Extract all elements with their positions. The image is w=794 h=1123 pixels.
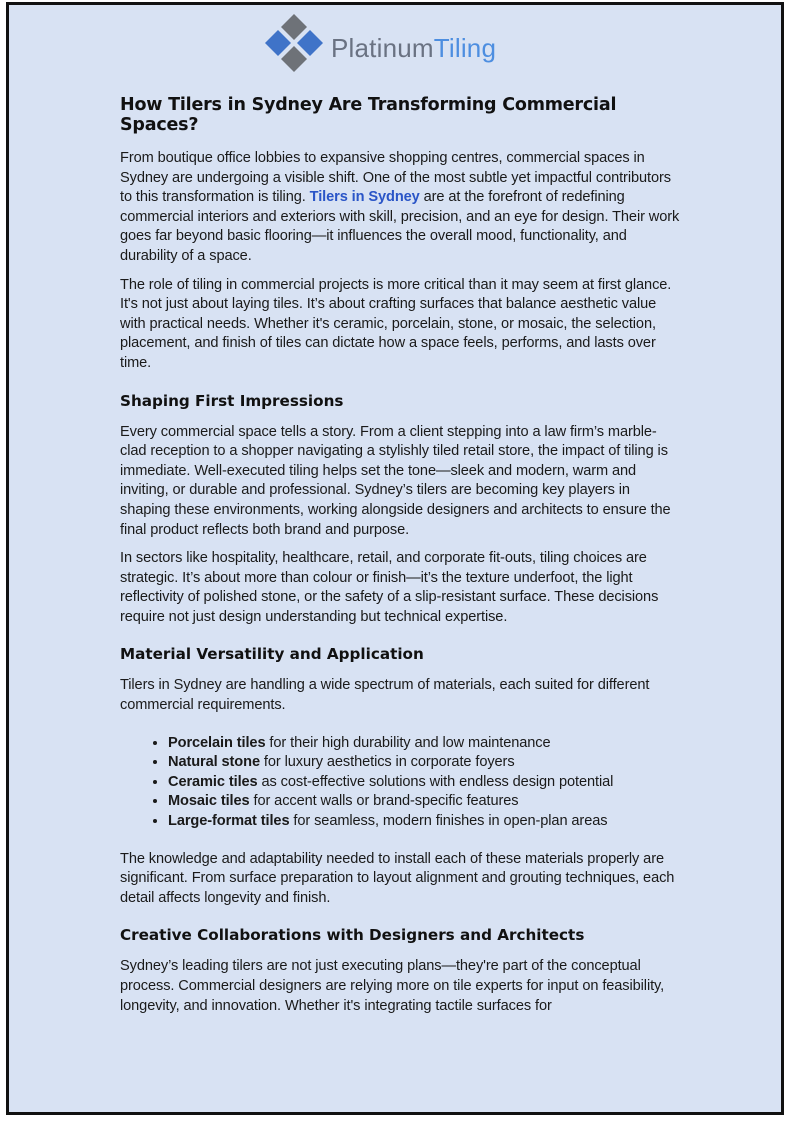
article-title: How Tilers in Sydney Are Transforming Commercial Spaces? <box>120 95 617 135</box>
creative-collaborations-paragraph-1: Sydney’s leading tilers are not just executing plans—they're part of the conceptual process. Commercial designers are relying more on tile experts for input on feasibility, longevity, and innovation. Whether it's integrating tactile surfaces for <box>120 958 665 1014</box>
list-item-bold: Large-format tiles <box>168 813 290 830</box>
tilers-in-sydney-link[interactable]: Tilers in Sydney <box>309 189 420 206</box>
section-heading-creative-collaborations: Creative Collaborations with Designers and Architects <box>120 926 585 945</box>
list-item-bold: Natural stone <box>168 754 260 771</box>
first-impressions-paragraph-2: In sectors like hospitality, healthcare, retail, and corporate fit-outs, tiling choices are strategic. It’s about more than colour or finish—it’s the texture underfoot, the light reflectivity of polished stone, or the safety of a slip-resistant surface. These decisions require not just design understanding but technical expertise. <box>120 550 659 625</box>
list-item-bold: Mosaic tiles <box>168 793 250 810</box>
material-versatility-paragraph-1: Tilers in Sydney are handling a wide spectrum of materials, each suited for different commercial requirements. <box>120 677 650 714</box>
list-item-text: for accent walls or brand-specific features <box>249 793 519 810</box>
document-page <box>6 2 784 1115</box>
list-item-text: for their high durability and low maintenance <box>265 734 551 751</box>
materials-list <box>120 734 680 832</box>
list-item-text: for seamless, modern finishes in open-plan areas <box>289 813 608 830</box>
platinum-tiling-logo[interactable] <box>259 13 496 79</box>
list-item <box>168 812 680 832</box>
list-item-bold: Porcelain tiles <box>168 734 266 751</box>
first-impressions-paragraph-1: Every commercial space tells a story. From a client stepping into a law firm’s marble-clad reception to a shopper navigating a stylishly tiled retail store, the impact of tiling is immediate. Well-executed tiling helps set the tone—sleek and modern, warm and inviting, or durable and professional. Sydney’s tilers are becoming key players in shaping these environments, working alongside designers and architects to ensure the final product reflects both brand and purpose. <box>120 423 671 538</box>
material-versatility-paragraph-2: The knowledge and adaptability needed to install each of these materials properly are significant. From surface preparation to layout alignment and grouting techniques, each detail affects longevity and finish. <box>120 850 675 906</box>
section-heading-first-impressions: Shaping First Impressions <box>120 391 344 410</box>
logo-wordmark <box>331 33 496 64</box>
intro-p1-text-b: are at the forefront of redefining commercial interiors and exteriors with skill, precision, and an eye for design. Their work goes far beyond basic flooring—it influences the overall mood, functionality, and durability of a space. <box>120 189 680 264</box>
list-item <box>168 792 680 812</box>
article-body <box>120 95 680 1025</box>
intro-paragraph-2: The role of tiling in commercial projects is more critical than it may seem at first glance. It's not just about laying tiles. It’s about crafting surfaces that balance aesthetic value with practical needs. Whether it's ceramic, porcelain, stone, or mosaic, the selection, placement, and finish of tiles can dictate how a space feels, performs, and lasts over time. <box>120 276 672 371</box>
logo-word-platinum: Platinum <box>331 32 434 63</box>
section-heading-material-versatility: Material Versatility and Application <box>120 645 424 664</box>
list-item-text: as cost-effective solutions with endless design potential <box>257 773 614 790</box>
logo-word-tiling: Tiling <box>433 32 497 63</box>
list-item <box>168 734 680 754</box>
list-item <box>168 753 680 773</box>
intro-p1-text-a: From boutique office lobbies to expansive shopping centres, commercial spaces in Sydney are undergoing a visible shift. One of the most subtle yet impactful contributors to this transformation is tiling. <box>120 150 671 206</box>
list-item-bold: Ceramic tiles <box>168 773 258 790</box>
list-item <box>168 773 680 793</box>
intro-paragraph-1 <box>120 149 680 267</box>
list-item-text: for luxury aesthetics in corporate foyers <box>259 754 515 771</box>
diamond-logo-icon <box>259 13 329 79</box>
